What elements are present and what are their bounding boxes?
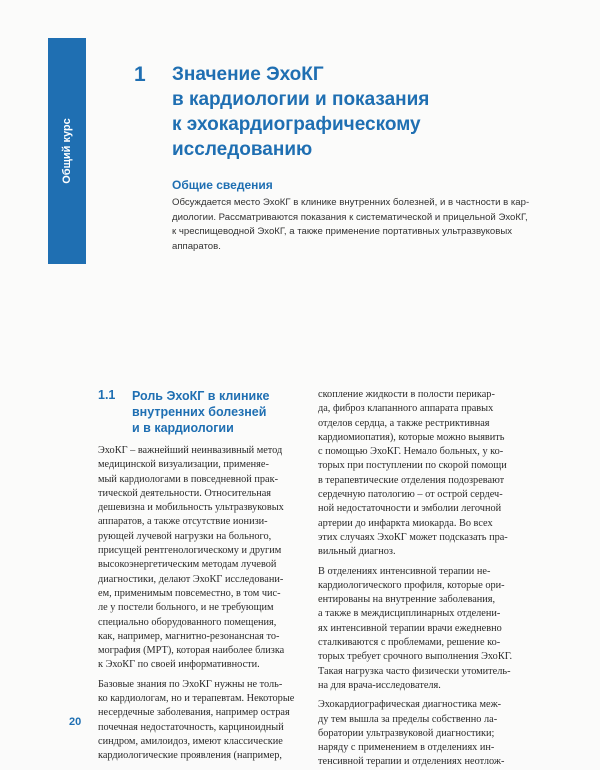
paragraph xyxy=(318,388,528,560)
text-line: синдром, амилоидоз, имеют классические xyxy=(98,735,283,747)
text-line: кардиологического профиля, которые ори- xyxy=(318,579,505,591)
summary-heading: Общие сведения xyxy=(172,178,273,192)
text-line: ях интенсивной терапии врачи ежедневно xyxy=(318,622,502,634)
side-tab xyxy=(48,38,86,264)
chapter-title-line: Значение ЭхоКГ xyxy=(172,64,324,85)
summary-text xyxy=(172,196,552,254)
text-line: специально оборудованного помещения, xyxy=(98,616,277,628)
text-line: В отделениях интенсивной терапии не- xyxy=(318,565,491,577)
text-line: торых требует срочного выполнения ЭхоКГ. xyxy=(318,651,513,663)
text-line: ду тем вышла за пределы собственно ла- xyxy=(318,713,498,725)
summary-line: к чреспищеводной ЭхоКГ, а также применение портативных ультразвуковых xyxy=(172,226,513,237)
section-title-line: и в кардиологии xyxy=(132,421,234,435)
text-line: боратории ультразвуковой диагностики; xyxy=(318,727,495,739)
left-column xyxy=(98,444,308,764)
paragraph xyxy=(98,678,308,764)
text-line: на для врача-исследователя. xyxy=(318,679,441,691)
text-line: наряду с применением в отделениях ин- xyxy=(318,742,495,754)
section-number: 1.1 xyxy=(98,388,116,402)
text-line: почечная недостаточность, карциноидный xyxy=(98,721,284,733)
side-tab-label: Общий курс xyxy=(61,118,73,184)
right-column xyxy=(318,388,528,770)
text-line: диагностики, делают ЭхоКГ исследовани- xyxy=(98,573,284,585)
text-line: сердечную патологию – от острой сердеч- xyxy=(318,489,503,501)
section-title xyxy=(132,388,269,436)
text-line: медицинской визуализации, применяе- xyxy=(98,459,269,471)
text-line: мый кардиологами в повседневной прак- xyxy=(98,473,279,485)
text-line: присущей рентгенологическому и другим xyxy=(98,545,282,557)
chapter-title xyxy=(172,62,502,162)
text-line: торых при поступлении по скорой помощи xyxy=(318,460,507,472)
text-line: ентированы на внутренние заболевания, xyxy=(318,594,496,606)
text-line: скопление жидкости в полости перикар- xyxy=(318,389,495,400)
chapter-number: 1 xyxy=(134,63,146,86)
text-line: в терапевтические отделения подозревают xyxy=(318,474,505,486)
text-line: кардиомиопатия), которые можно выявить xyxy=(318,431,505,443)
section-title-line: внутренних болезней xyxy=(132,405,267,419)
paragraph xyxy=(318,565,528,694)
text-line: несердечные заболевания, например острая xyxy=(98,707,290,719)
text-line: кардиологические проявления (например, xyxy=(98,750,282,762)
text-line: ной недостаточности и эмболии легочной xyxy=(318,503,502,515)
chapter-title-line: в кардиологии и показания xyxy=(172,89,430,110)
text-line: высокоэнергетическим методам лучевой xyxy=(98,559,277,571)
text-line: рующей лучевой нагрузки на больного, xyxy=(98,530,272,542)
text-line: к ЭхоКГ по своей информативности. xyxy=(98,659,260,671)
text-line: Эхокардиографическая диагностика меж- xyxy=(318,699,502,711)
text-line: вильный диагноз. xyxy=(318,546,396,558)
summary-line: диологии. Рассматриваются показания к систематической и прицельной ЭхоКГ, xyxy=(172,211,528,223)
text-line: ем, применимым повсеместно, в том чис- xyxy=(98,587,281,599)
summary-line: аппаратов. xyxy=(172,240,221,252)
text-line: этих случаях ЭхоКГ может подсказать пра- xyxy=(318,531,508,543)
text-line: Базовые знания по ЭхоКГ нужны не толь- xyxy=(98,678,283,690)
text-line: ле у постели больного, и не требующим xyxy=(98,602,274,614)
text-line: а также в междисциплинарных отделени- xyxy=(318,608,501,620)
text-line: артерии до инфаркта миокарда. Во всех xyxy=(318,517,493,529)
text-line: да, фиброз клапанного аппарата правых xyxy=(318,403,494,415)
text-line: с помощью ЭхоКГ. Немало больных, у ко- xyxy=(318,446,504,458)
paragraph xyxy=(318,698,528,769)
summary-line: Обсуждается место ЭхоКГ в клинике внутренних болезней, и в частности в кар- xyxy=(172,197,530,208)
text-line: Такая нагрузка часто физически утомитель- xyxy=(318,665,511,677)
text-line: ко кардиологам, но и терапевтам. Некоторые xyxy=(98,693,295,705)
text-line: тенсивной терапии и отделениях неотлож- xyxy=(318,756,505,768)
chapter-title-line: к эхокардиографическому xyxy=(172,114,421,135)
text-line: ЭхоКГ – важнейший неинвазивный метод xyxy=(98,445,283,456)
text-line: аппаратов, а также отсутствие ионизи- xyxy=(98,516,268,528)
section-title-line: Роль ЭхоКГ в клинике xyxy=(132,389,270,403)
paragraph xyxy=(98,444,308,673)
chapter-title-line: исследованию xyxy=(172,139,313,160)
text-line: тической деятельности. Относительная xyxy=(98,487,272,499)
text-line: как, например, магнитно-резонансная то- xyxy=(98,630,280,642)
text-line: отделов сердца, а также рестриктивная xyxy=(318,417,490,429)
text-line: дешевизна и мобильность ультразвуковых xyxy=(98,502,284,514)
text-line: мография (МРТ), которая наиболее близка xyxy=(98,645,285,657)
page-number: 20 xyxy=(69,716,82,728)
text-line: сталкиваются с проблемами, решение ко- xyxy=(318,637,501,649)
